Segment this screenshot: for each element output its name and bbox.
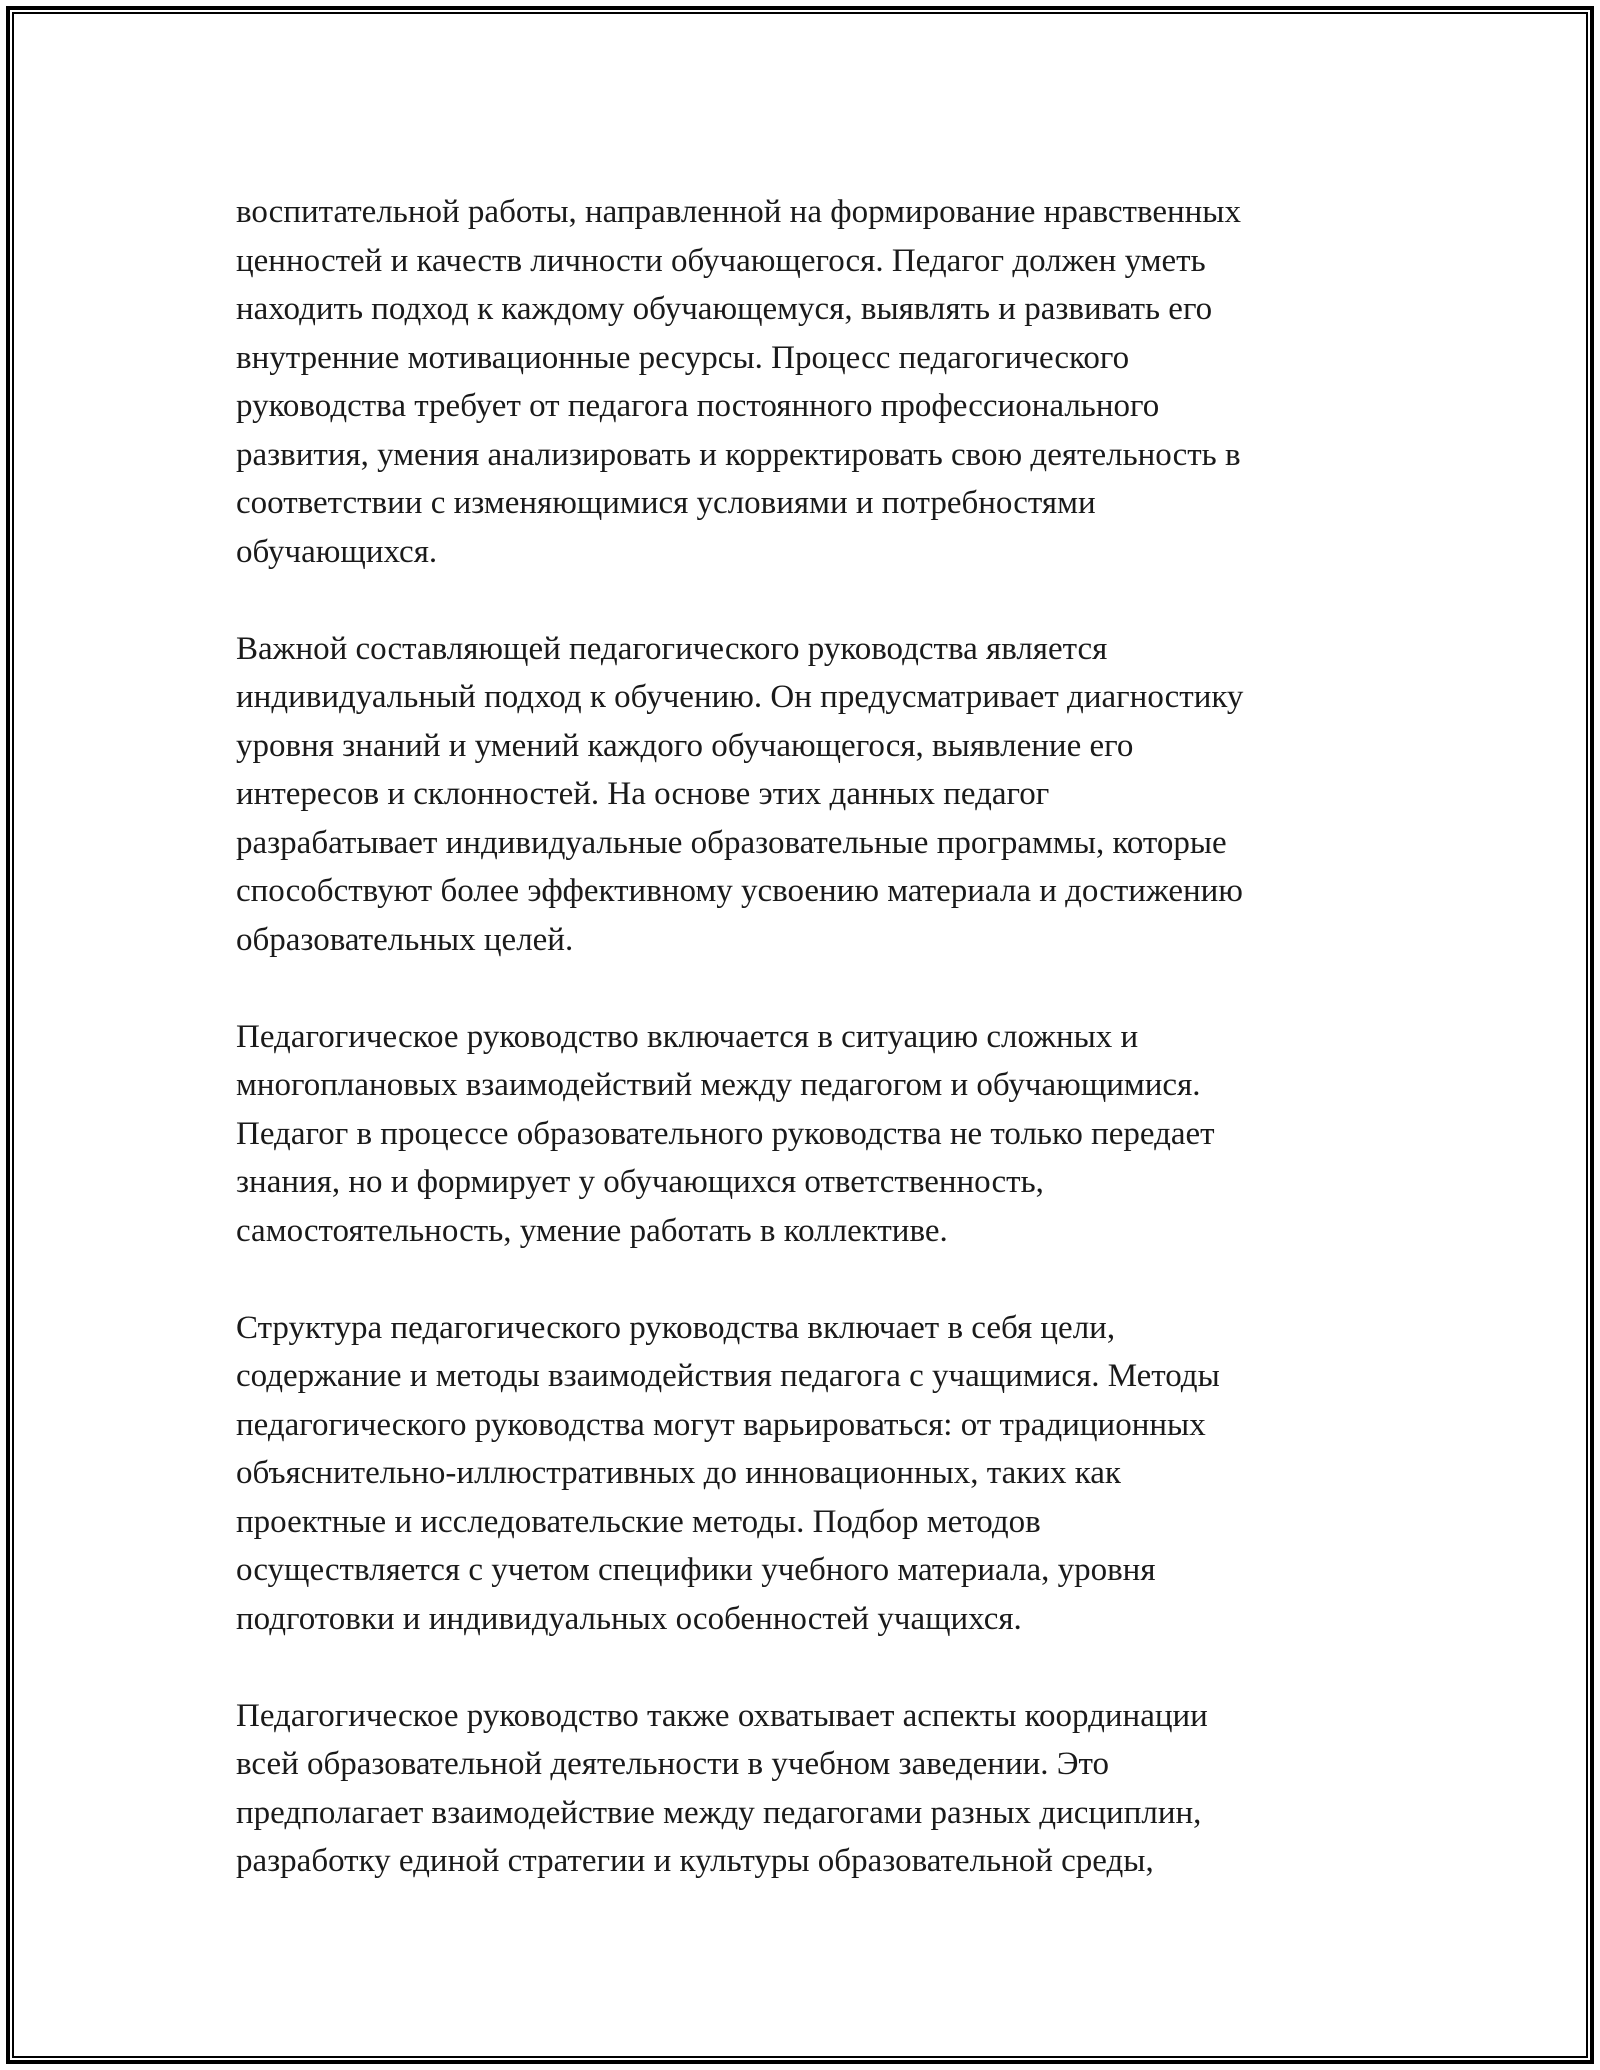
text-line: внутренние мотивационные ресурсы. Процесс педагогического [236,339,1130,376]
text-line: разработку единой стратегии и культуры образовательной среды, [236,1843,1154,1879]
text-line: уровня знаний и умений каждого обучающегося, выявление его [236,727,1134,764]
text-line: осуществляется с учетом специфики учебного материала, уровня [236,1552,1156,1588]
text-line: воспитательной работы, направленной на формирование нравственных [236,194,1241,230]
text-line: развития, умения анализировать и корректировать свою деятельность в [236,436,1241,473]
text-line: Структура педагогического руководства включает в себя цели, [236,1309,1116,1346]
text-line: способствуют более эффективному усвоению материала и достижению [236,873,1243,909]
paragraph [236,1013,1416,1256]
text-line: руководства требует от педагога постоянного профессионального [236,388,1160,424]
text-line: обучающихся. [236,533,438,570]
text-line: Важной составляющей педагогического руководства является [236,630,1108,667]
text-line: Педагогическое руководство включается в ситуацию сложных и [236,1018,1139,1055]
text-line: самостоятельность, умение работать в коллективе. [236,1212,948,1249]
text-line: индивидуальный подход к обучению. Он предусматривает диагностику [236,679,1244,715]
text-line: объяснительно-иллюстративных до инновационных, таких как [236,1455,1121,1491]
text-line: соответствии с изменяющимися условиями и потребностями [236,485,1096,521]
text-line: предполагает взаимодействие между педагогами разных дисциплин, [236,1794,1202,1831]
text-line: подготовки и индивидуальных особенностей учащихся. [236,1600,1022,1637]
text-line: ценностей и качеств личности обучающегося. Педагог должен уметь [236,242,1206,279]
text-line: проектные и исследовательские методы. Подбор методов [236,1503,1041,1540]
text-line: Педагогическое руководство также охватывает аспекты координации [236,1697,1208,1734]
paragraph [236,188,1416,576]
text-line: всей образовательной деятельности в учебном заведении. Это [236,1746,1110,1782]
text-line: педагогического руководства могут варьироваться: от традиционных [236,1406,1206,1443]
text-line: образовательных целей. [236,921,574,958]
text-line: многоплановых взаимодействий между педагогом и обучающимися. [236,1067,1201,1103]
text-line: содержание и методы взаимодействия педагога с учащимися. Методы [236,1358,1220,1394]
text-line: разрабатывает индивидуальные образовательные программы, которые [236,824,1227,861]
paragraph [236,1304,1416,1644]
text-line: интересов и склонностей. На основе этих данных педагог [236,776,1050,812]
text-line: Педагог в процессе образовательного руководства не только передает [236,1115,1215,1152]
text-line: находить подход к каждому обучающемуся, выявлять и развивать его [236,291,1213,327]
paragraph [236,1692,1416,1886]
paragraph [236,625,1416,965]
document-body [236,188,1416,1886]
text-line: знания, но и формирует у обучающихся ответственность, [236,1164,1044,1200]
